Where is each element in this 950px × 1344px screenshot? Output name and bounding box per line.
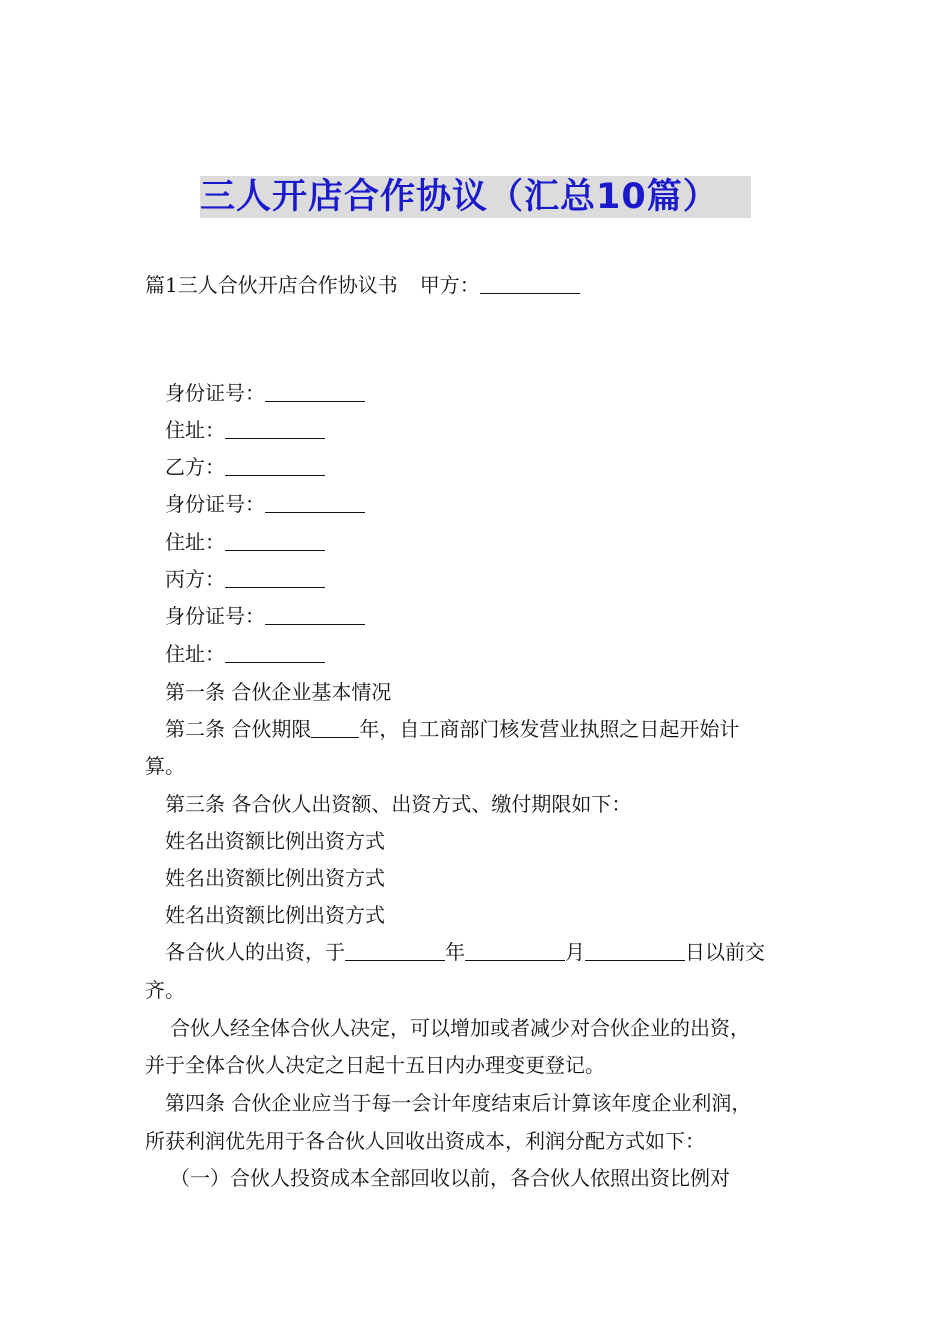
- document-title: 三人开店合作协议（汇总10篇）: [200, 176, 751, 218]
- fill-blank: [265, 492, 365, 513]
- article-3: 第三条 各合伙人出资额、出资方式、缴付期限如下：: [165, 792, 632, 816]
- fill-blank: [225, 567, 325, 588]
- article-2-prefix: 第二条 合伙期限: [165, 717, 312, 741]
- field-label: 身份证号：: [165, 381, 265, 405]
- month-label: 月: [565, 940, 585, 964]
- party-a-blank: [480, 273, 580, 294]
- article-1: 第一条 合伙企业基本情况: [165, 680, 392, 704]
- article-4-line1: 第四条 合伙企业应当于每一会计年度结束后计算该年度企业利润，: [165, 1091, 752, 1115]
- contribution-prefix: 各合伙人的出资，于: [165, 940, 345, 964]
- field-label: 住址：: [165, 642, 225, 666]
- contribution-suffix: 日以前交: [685, 940, 765, 964]
- field-address-c: [165, 636, 325, 673]
- field-label: 住址：: [165, 530, 225, 554]
- contribution-line1: [165, 934, 765, 971]
- field-id-b: [165, 486, 365, 523]
- field-address-b: [165, 524, 325, 561]
- fill-blank: [225, 642, 325, 663]
- field-label: 身份证号：: [165, 604, 265, 628]
- table-row: 姓名出资额比例出资方式: [165, 903, 385, 927]
- chapter-heading: 篇1三人合伙开店合作协议书: [145, 273, 398, 297]
- fill-blank: [225, 455, 325, 476]
- fill-blank: [265, 381, 365, 402]
- header-line: [145, 267, 580, 304]
- article-2-line1: [165, 711, 739, 748]
- field-address-a: [165, 412, 325, 449]
- field-label: 身份证号：: [165, 492, 265, 516]
- item-1: （一）合伙人投资成本全部回收以前，各合伙人依照出资比例对: [170, 1166, 730, 1190]
- party-a-label: 甲方：: [419, 273, 480, 297]
- field-label: 丙方：: [165, 567, 225, 591]
- table-row: 姓名出资额比例出资方式: [165, 829, 385, 853]
- field-label: 住址：: [165, 418, 225, 442]
- fill-blank: [225, 530, 325, 551]
- month-blank: [465, 940, 565, 961]
- fill-blank: [225, 418, 325, 439]
- change-para-line2: 并于全体合伙人决定之日起十五日内办理变更登记。: [145, 1053, 605, 1077]
- table-row: 姓名出资额比例出资方式: [165, 866, 385, 890]
- year-blank: [345, 940, 445, 961]
- day-blank: [585, 940, 685, 961]
- field-id-a: [165, 375, 365, 412]
- field-id-c: [165, 598, 365, 635]
- field-party-c: [165, 561, 325, 598]
- term-blank: [311, 717, 359, 738]
- year-label: 年: [445, 940, 465, 964]
- field-label: 乙方：: [165, 455, 225, 479]
- field-party-b: [165, 449, 325, 486]
- fill-blank: [265, 604, 365, 625]
- article-4-line2: 所获利润优先用于各合伙人回收出资成本，利润分配方式如下：: [145, 1129, 705, 1153]
- change-para-line1: 合伙人经全体合伙人决定，可以增加或者减少对合伙企业的出资，: [170, 1016, 750, 1040]
- article-2-line2: 算。: [145, 754, 185, 778]
- contribution-line2: 齐。: [145, 978, 185, 1002]
- article-2-suffix: 年，自工商部门核发营业执照之日起开始计: [359, 717, 740, 741]
